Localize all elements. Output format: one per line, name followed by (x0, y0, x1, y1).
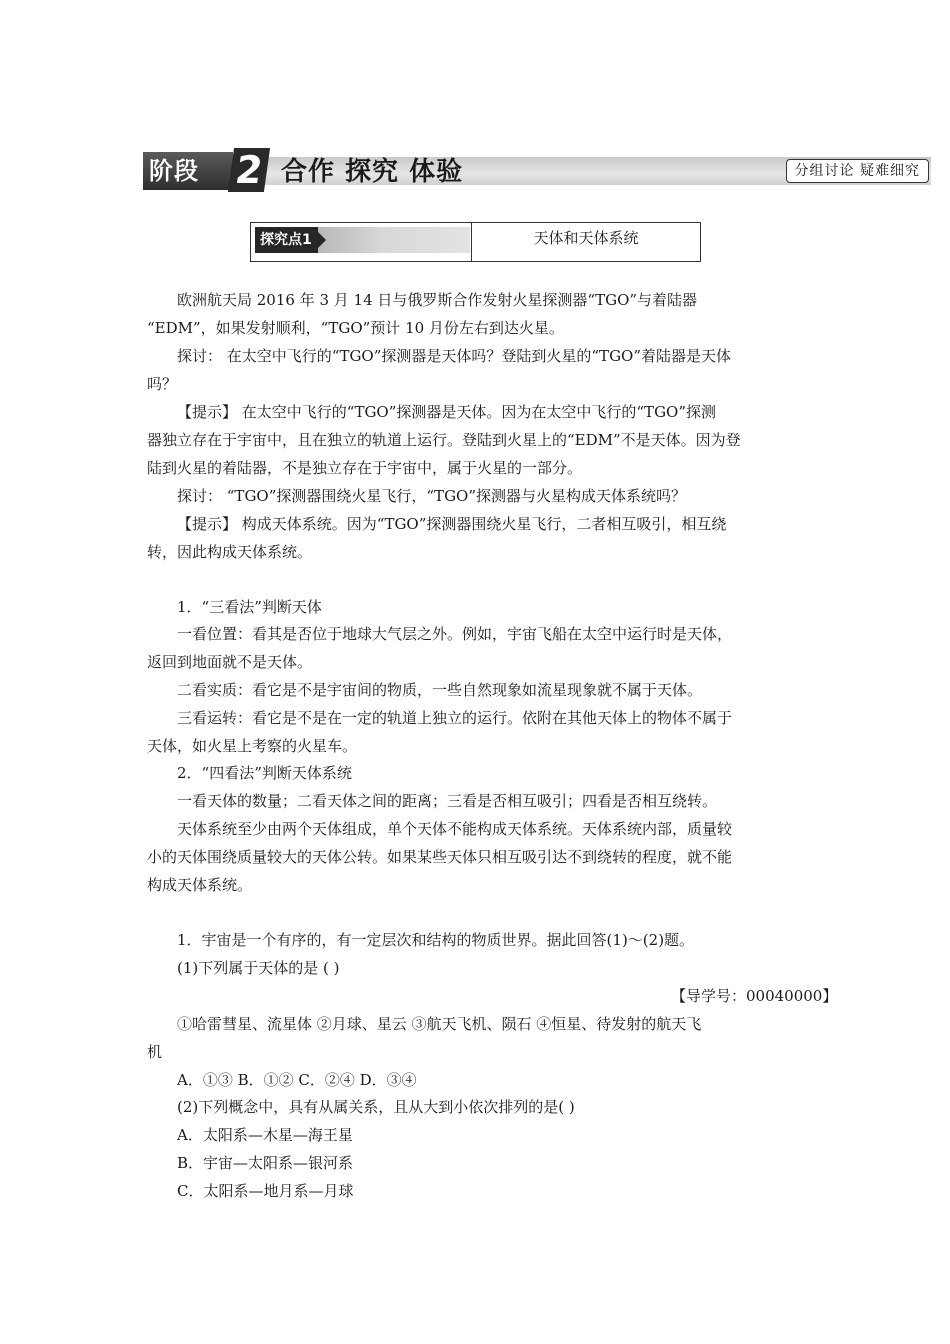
paragraph-line: “EDM”，如果发射顺利，“TGO”预计 10 月份左右到达火星。 (147, 319, 564, 337)
paragraph-line: 欧洲航天局 2016 年 3 月 14 日与俄罗斯合作发射火星探测器“TGO”与着陆器 (177, 291, 698, 309)
stage-banner (143, 148, 931, 192)
paragraph-line: 一看天体的数量；二看天体之间的距离；三看是否相互吸引；四看是否相互绕转。 (177, 792, 718, 810)
paragraph-line: 三看运转：看它是不是在一定的轨道上独立的运行。依附在其他天体上的物体不属于 (177, 709, 733, 727)
paragraph-line: 天体，如火星上考察的火星车。 (147, 737, 358, 755)
paragraph-line: 陆到火星的着陆器，不是独立存在于宇宙中，属于火星的一部分。 (147, 459, 583, 477)
answer-choice: A．太阳系—木星—海王星 (177, 1126, 353, 1144)
paragraph-line: 二看实质：看它是不是宇宙间的物质，一些自然现象如流星现象就不属于天体。 (177, 681, 703, 699)
hint-line: 【提示】 构成天体系统。因为“TGO”探测器围绕火星飞行，二者相互吸引，相互绕 (177, 515, 727, 533)
question-stem: 1．宇宙是一个有序的，有一定层次和结构的物质世界。据此回答(1)～(2)题。 (177, 931, 695, 949)
section-heading: 1．“三看法”判断天体 (177, 598, 322, 616)
stage-label: 阶段 (143, 152, 233, 190)
paragraph-line: 吗？ (147, 375, 178, 393)
stage-title: 合作 探究 体验 (281, 157, 464, 187)
paragraph-line: 一看位置：看其是否位于地球大气层之外。例如，宇宙飞船在太空中运行时是天体， (177, 625, 733, 643)
explore-point-label: 探究点1 (255, 227, 318, 253)
stage-tag: 分组讨论 疑难细究 (786, 159, 929, 183)
question-options: ①哈雷彗星、流星体 ②月球、星云 ③航天飞机、陨石 ④恒星、待发射的航天飞 (177, 1015, 702, 1033)
paragraph-line: 天体系统至少由两个天体组成，单个天体不能构成天体系统。天体系统内部，质量较 (177, 820, 733, 838)
paragraph-line: 返回到地面就不是天体。 (147, 653, 313, 671)
paragraph-line: 构成天体系统。 (147, 876, 253, 894)
guide-number: 【导学号：00040000】 (671, 987, 838, 1005)
paragraph-line: 器独立存在于宇宙中，且在独立的轨道上运行。登陆到火星上的“EDM”不是天体。因为登 (147, 431, 741, 449)
hint-line: 【提示】 在太空中飞行的“TGO”探测器是天体。因为在太空中飞行的“TGO”探测 (177, 403, 717, 421)
explore-point-header (250, 222, 701, 262)
answer-choices: A．①③ B．①② C．②④ D．③④ (177, 1071, 417, 1089)
paragraph-line: 转，因此构成天体系统。 (147, 543, 313, 561)
explore-point-topic: 天体和天体系统 (533, 229, 639, 247)
paragraph-line: 小的天体围绕质量较大的天体公转。如果某些天体只相互吸引达不到绕转的程度，就不能 (147, 848, 733, 866)
answer-choice: B．宇宙—太阳系—银河系 (177, 1154, 354, 1172)
paragraph-line: 探讨： “TGO”探测器围绕火星飞行，“TGO”探测器与火星构成天体系统吗？ (177, 487, 687, 505)
question-options: 机 (147, 1043, 163, 1061)
question-item: (2)下列概念中，具有从属关系，且从大到小依次排列的是( ) (177, 1098, 575, 1116)
stage-number: 2 (228, 148, 270, 192)
answer-choice: C．太阳系—地月系—月球 (177, 1182, 354, 1200)
paragraph-line: 探讨： 在太空中飞行的“TGO”探测器是天体吗？登陆到火星的“TGO”着陆器是天体 (177, 347, 732, 365)
section-heading: 2．“四看法”判断天体系统 (177, 764, 352, 782)
question-item: (1)下列属于天体的是 ( ) (177, 959, 340, 977)
